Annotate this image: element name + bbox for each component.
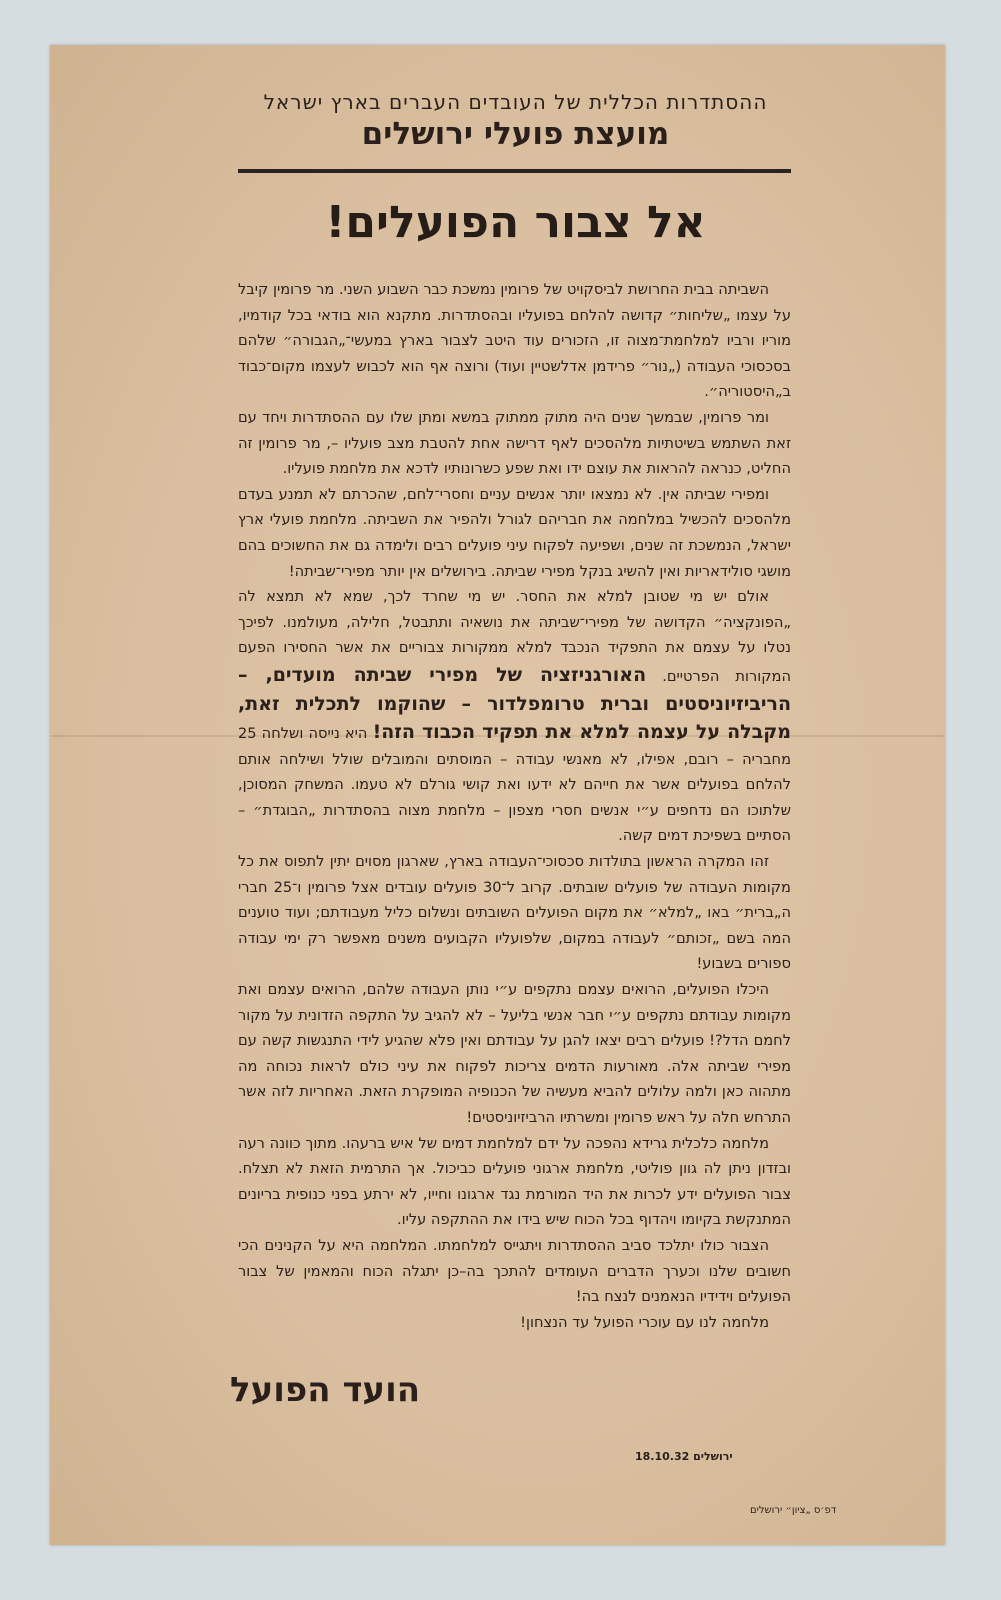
council-name: מועצת פועלי ירושלים xyxy=(361,116,670,152)
closing-slogan: מלחמה לנו עם עוכרי הפועל עד הנצחון! xyxy=(520,1313,769,1331)
poster-sheet xyxy=(50,45,945,1545)
paragraph: זהו המקרה הראשון בתולדות סכסוכי־העבודה בארץ, שארגון מסוים יתין לתפוס את כל מקומות העבודה של פועלים שובתים. קרוב ל־30 פועלים עובדים אצל פרומין ו־25 חברי ה„ברית״ באו „למלא״ את מקום הפועלים השובתים ונשלום כליל מעבודתם; ועוד טוענים המה בשם „זכותם״ לעבודה במקום, שלפועליו הקבועים משנים מאפשר רק ימי עבודה ספורים בשבוע! xyxy=(238,853,791,973)
poster-title: אל צבור הפועלים! xyxy=(325,197,706,248)
paragraph: ומר פרומין, שבמשך שנים היה מתוק ממתוק במשא ומתן שלו עם ההסתדרות ויחד עם זאת השתמש בשיטתיות מלהסכים לאף דרישה אחת להטבת מצב פועליו –, מר פרומין זה החליט, כנראה להראות את עוצם ידו ואת שפע כשרונותיו לדכא את מלחמת פועליו. xyxy=(238,408,791,478)
paragraph: ומפירי שביתה אין. לא נמצאו יותר אנשים עניים וחסרי־לחם, שהכרתם לא תמנע בעדם מלהסכים להכשיל במלחמה את חבריהם לגורל ולהפיר את השביתה. מלחמת פועלי ארץ ישראל, הנמשכת זה שנים, ושפיעה לפקוח עיני פועלים רבים ולימדה גם את החשוכים בהם מושגי סולידאריות ואין להשיג בנקל מפירי שביתה. בירושלים אין יותר מפירי־שביתה! xyxy=(238,485,791,580)
header-divider xyxy=(238,169,791,173)
organization-name: ההסתדרות הכללית של העובדים העברים בארץ ישראל xyxy=(263,90,768,114)
emphasized-text: האורגניזציה של מפירי שביתה מועדים, – הריביזיוניסטים וברית טרומפלדור – שהוקמו לתכלית זאת, מקבלה על עצמה למלא את תפקיד הכבוד הזה! xyxy=(238,663,791,744)
paragraph-text: היא נייסה ושלחה 25 מחבריה – רובם, אפילו, לא מאנשי עבודה – המוסתים והמובלים שולל ושילחה אותם להלחם בפועלים אשר את חייהם לא ידעו ואת קושי גורלם לא טעמו. המשחק המסוכן, שלתוכו הם נדחפים ע״י אנשים חסרי מצפון – מלחמת מצוה בהסתדרות „הבוגדת״ – הסתיים בשפיכת דמים קשה. xyxy=(238,725,791,845)
paragraph-text: אולם יש מי שטובן למלא את החסר. יש מי שחרד לכך, שמא לא תמצא לה „הפונקציה״ הקדושה של מפירי־שביתה את נושאיה ותתבטל, חלילה, מעולמנו. לפיכך נטלו על עצמם את התפקיד הנכבד למלא ממקורות צבוריים את אשר החסירו הפעם המקורות הפרטיים. xyxy=(238,588,791,685)
paragraph xyxy=(238,584,791,849)
poster-body xyxy=(238,277,791,1335)
paragraph: מלחמה כלכלית גרידא נהפכה על ידם למלחמת דמים של איש ברעהו. מתוך כוונה רעה ובזדון ניתן לה גוון פוליטי, מלחמת ארגוני פועלים כביכול. אך התרמית הזאת לא תצלח. צבור הפועלים ידע לכרות את היד המורמת נגד ארגונו וחייו, לא ירתע בפני כנופית בריונים המתנקשת בקיומו ויהדוף בכל הכוח שיש בידו את ההתקפה עליו. xyxy=(238,1134,791,1229)
signature: הועד הפועל xyxy=(230,1370,421,1410)
paragraph: הצבור כולו יתלכד סביב ההסתדרות ויתגייס למלחמתו. המלחמה היא על הקנינים הכי חשובים שלנו וכערך הדברים העומדים להתכך בה–כן יתגלה הכוח והמאמין של צבור הפועלים וידידיו הנאמנים לנצח בה! xyxy=(238,1236,791,1306)
printer-credit: דפ׳ס „ציון״ ירושלים xyxy=(750,1505,837,1516)
date-line: ירושלים 18.10.32 xyxy=(635,1450,733,1463)
paragraph: היכלו הפועלים, הרואים עצמם נתקפים ע״י נותן העבודה שלהם, הרואים עצמם ואת מקומות עבודתם נתקפים ע״י חבר אנשי בליעל – לא להגיב על התקפה הזדונית על מקור לחמם הדל?! פועלים רבים יצאו להגן על עבודתם ואין פלא שהגיע לידי התנגשות קשה עם מפירי שביתה אלה. מאורעות הדמים צריכות לפקוח את עיני כולם לראות נכוחה מה מתהוה כאן ולמה עלולים להביא מעשיה של הכנופיה המופקרת הזאת. האחריות לזה אשר התרחש חלה על ראש פרומין ומשרתיו הרביזיוניסטים! xyxy=(238,981,791,1126)
paragraph: השביתה בבית החרושת לביסקויט של פרומין נמשכת כבר השבוע השני. מר פרומין קיבל על עצמו „שליחות״ קדושה להלחם בפועליו ובהסתדרות. מתקנא הוא בודאי בכל קודמיו, מוריו ורביו למלחמת־מצוה זו, הזכורים עוד היטב לצבור בארץ במעשי־„הגבורה״ שלהם בסכסוכי העבודה („נור״ פרידמן אדלשטיין ועוד) ורוצה אף הוא לכבוש לעצמו מקום־כבוד ב„היסטוריה״. xyxy=(238,281,791,401)
poster-header xyxy=(238,90,793,152)
